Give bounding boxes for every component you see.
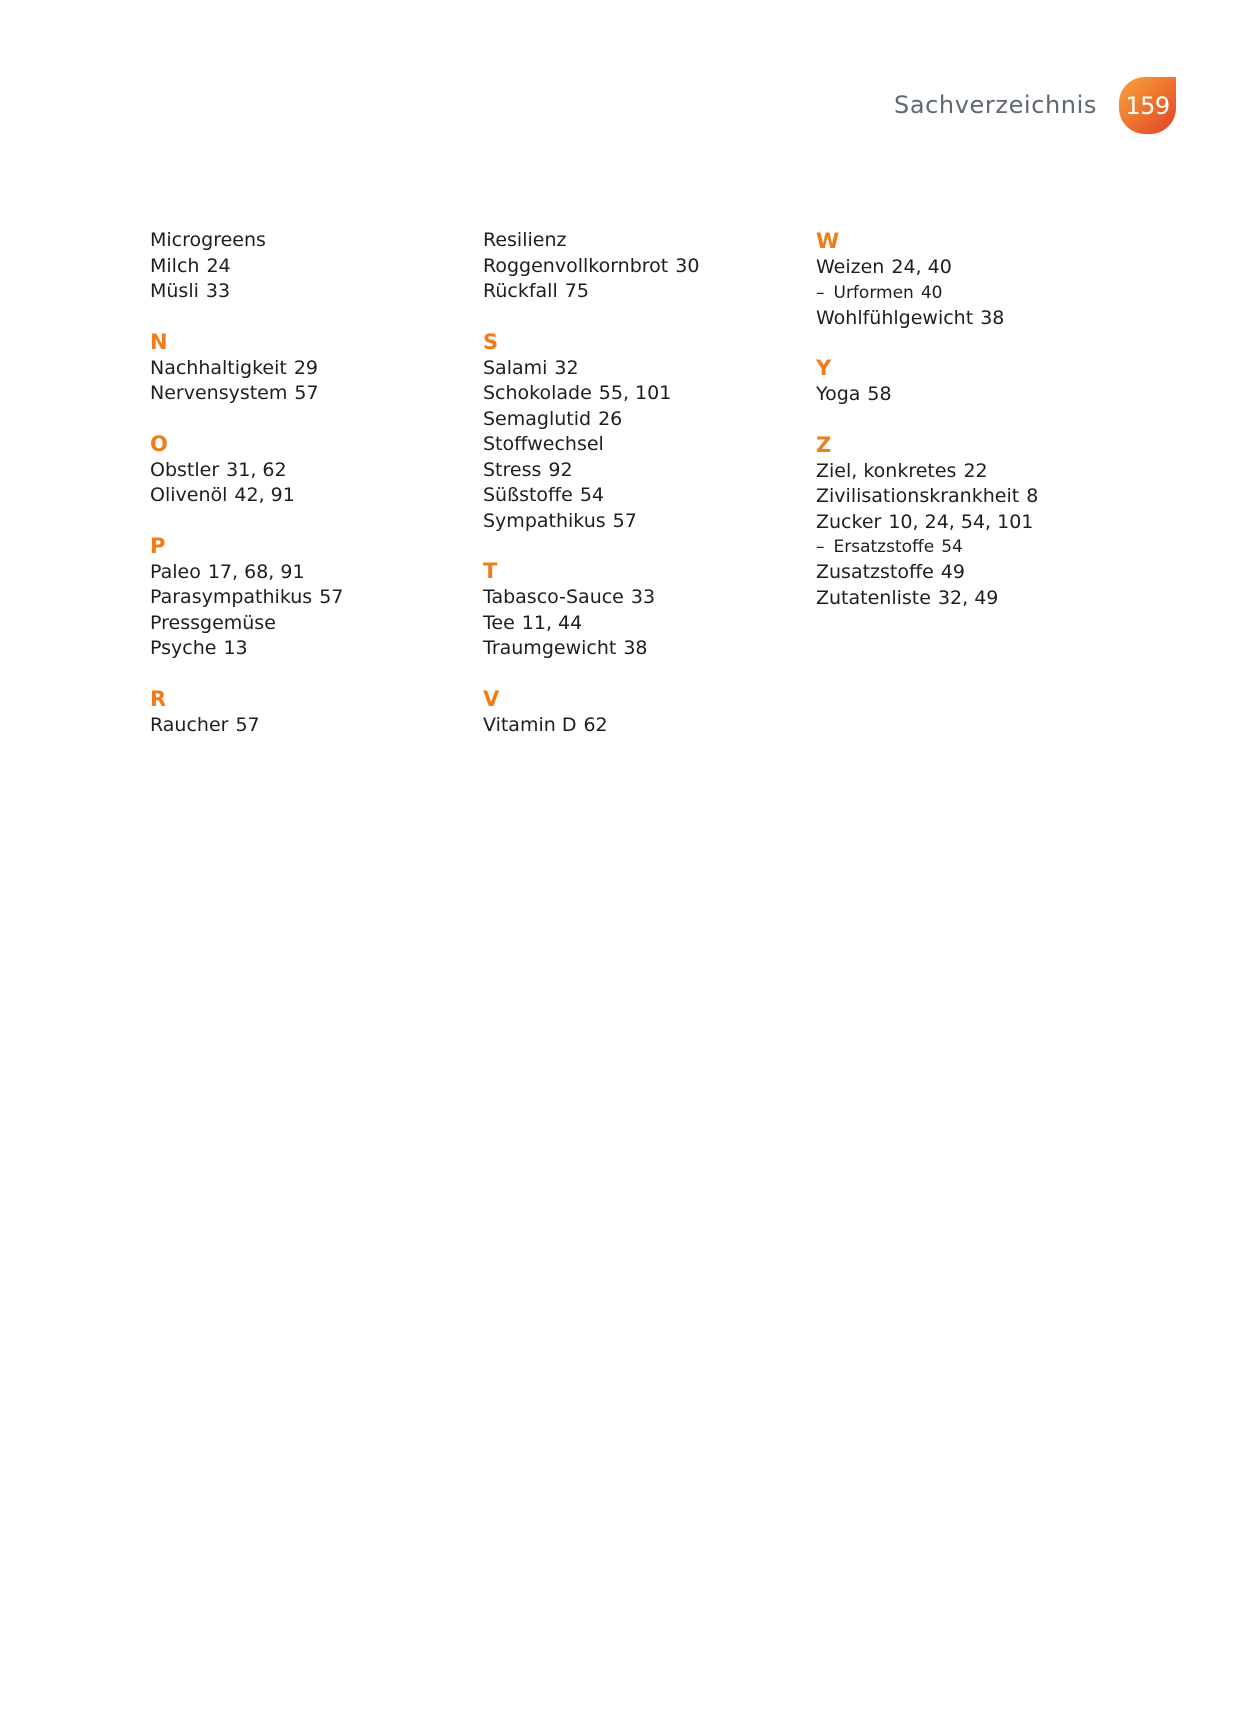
index-column-2 (483, 228, 803, 762)
entry-term: Resilienz (483, 229, 567, 251)
entry-term: Nachhaltigkeit (150, 356, 287, 379)
entry-pages: 11, 44 (521, 611, 583, 634)
index-entry (816, 586, 1136, 612)
index-entry (483, 585, 803, 611)
index-section (816, 228, 1136, 331)
entry-term: Müsli (150, 280, 199, 302)
entry-pages: 8 (1026, 485, 1039, 507)
entry-pages: 75 (564, 280, 589, 302)
section-letter: S (483, 329, 499, 354)
entry-term: Wohlfühlgewicht (816, 306, 974, 329)
index-entry (150, 713, 470, 739)
entry-pages: 38 (623, 637, 648, 659)
entry-term: Stress (483, 458, 542, 481)
entry-pages: 49 (940, 561, 965, 583)
index-section (150, 431, 470, 509)
entry-term: Ersatzstoffe (833, 537, 935, 557)
index-section (483, 228, 803, 305)
entry-pages: 10, 24, 54, 101 (888, 510, 1034, 533)
index-entry (483, 407, 803, 433)
index-entry (816, 306, 1136, 332)
index-entry (816, 382, 1136, 408)
entry-pages: 33 (205, 280, 231, 302)
index-entry (816, 484, 1136, 510)
entry-term: Schokolade (483, 382, 592, 404)
section-letter: R (150, 686, 167, 711)
entry-pages: 42, 91 (234, 484, 295, 506)
entry-term: Paleo (150, 560, 201, 583)
section-letter: T (483, 559, 498, 583)
entry-pages: 17, 68, 91 (207, 560, 305, 583)
index-entry (483, 483, 803, 509)
entry-term: Tabasco-Sauce (483, 586, 624, 608)
entry-term: Sympathikus (483, 509, 606, 532)
index-entry (483, 509, 803, 535)
section-letter: V (483, 686, 500, 711)
index-subentry (816, 535, 1136, 560)
entry-pages: 40 (920, 282, 943, 303)
index-entry (483, 636, 803, 662)
section-letter: P (150, 533, 166, 558)
entry-pages: 30 (675, 254, 700, 277)
index-section (483, 686, 803, 739)
entry-pages: 57 (612, 509, 637, 532)
section-letter: O (150, 431, 168, 456)
index-entry (483, 381, 803, 407)
index-entry (483, 458, 803, 484)
index-section (150, 686, 470, 739)
section-letter: W (816, 229, 840, 253)
index-section (483, 558, 803, 662)
index-entry (483, 611, 803, 637)
page-header (894, 77, 1176, 134)
entry-pages: 26 (598, 407, 623, 430)
entry-term: Nervensystem (150, 382, 288, 404)
section-letter: Y (816, 356, 832, 380)
index-entry (816, 255, 1136, 281)
entry-term: Yoga (816, 383, 861, 405)
index-column-3 (816, 228, 1136, 635)
section-letter: Z (816, 432, 832, 457)
index-entry (483, 279, 803, 305)
index-section (483, 329, 803, 535)
entry-term: Vitamin D (483, 713, 577, 736)
entry-term: Tee (483, 611, 515, 634)
entry-pages: 55, 101 (598, 382, 672, 404)
entry-term: Zucker (816, 510, 882, 533)
entry-pages: 24 (206, 254, 231, 277)
index-entry (483, 432, 803, 458)
entry-pages: 58 (867, 383, 892, 405)
section-title: Sachverzeichnis (893, 91, 1097, 119)
index-entry (483, 356, 803, 382)
entry-term: Pressgemüse (150, 611, 276, 634)
index-entry (483, 254, 803, 280)
section-letter: N (150, 329, 168, 354)
subentry-dash: – (816, 282, 825, 303)
entry-term: Salami (483, 356, 548, 379)
entry-pages: 54 (941, 537, 963, 557)
index-subentry (816, 281, 1136, 306)
entry-term: Urformen (833, 282, 914, 303)
index-entry (150, 458, 470, 484)
entry-pages: 38 (980, 306, 1005, 329)
index-section (150, 533, 470, 662)
entry-term: Obstler (150, 458, 220, 481)
entry-term: Olivenöl (150, 484, 228, 506)
index-entry (150, 356, 470, 382)
index-entry (816, 560, 1136, 586)
entry-pages: 32, 49 (937, 586, 999, 609)
entry-pages: 29 (293, 356, 319, 379)
index-section (150, 329, 470, 407)
entry-term: Microgreens (150, 229, 266, 251)
entry-pages: 32 (554, 356, 579, 379)
index-section (150, 228, 470, 305)
entry-pages: 92 (548, 458, 573, 481)
index-section (816, 432, 1136, 612)
index-entry (816, 459, 1136, 485)
entry-term: Roggenvollkornbrot (483, 254, 669, 277)
entry-pages: 57 (319, 586, 344, 608)
index-entry (150, 279, 470, 305)
entry-term: Zutatenliste (816, 586, 931, 609)
entry-pages: 24, 40 (891, 256, 952, 278)
index-entry (150, 254, 470, 280)
index-column-1 (150, 228, 470, 762)
index-entry (483, 228, 803, 254)
index-entry (150, 611, 470, 637)
entry-pages: 57 (294, 382, 319, 404)
entry-term: Zivilisationskrankheit (816, 485, 1020, 507)
index-entry (816, 510, 1136, 536)
index-entry (150, 585, 470, 611)
entry-term: Rückfall (483, 280, 558, 302)
entry-term: Parasympathikus (150, 586, 313, 608)
entry-term: Weizen (816, 256, 885, 278)
entry-pages: 62 (583, 713, 608, 736)
index-section (816, 355, 1136, 408)
index-entry (150, 636, 470, 662)
entry-term: Milch (150, 254, 200, 277)
entry-term: Raucher (150, 713, 229, 736)
entry-pages: 31, 62 (226, 458, 287, 481)
page-number-badge: 159 (1119, 77, 1176, 134)
index-entry (150, 228, 470, 254)
entry-pages: 13 (223, 637, 248, 659)
entry-term: Süßstoffe (483, 484, 573, 506)
entry-term: Traumgewicht (483, 637, 617, 659)
entry-term: Ziel, konkretes (816, 459, 957, 482)
entry-term: Zusatzstoffe (816, 561, 934, 583)
entry-pages: 33 (630, 586, 656, 608)
index-entry (150, 483, 470, 509)
subentry-dash: – (816, 537, 825, 557)
entry-pages: 57 (235, 713, 260, 736)
index-entry (150, 560, 470, 586)
entry-term: Stoffwechsel (483, 433, 604, 455)
entry-term: Semaglutid (483, 407, 592, 430)
index-entry (150, 381, 470, 407)
entry-pages: 22 (963, 459, 988, 482)
index-entry (483, 713, 803, 739)
entry-term: Psyche (150, 637, 217, 659)
entry-pages: 54 (579, 484, 605, 506)
